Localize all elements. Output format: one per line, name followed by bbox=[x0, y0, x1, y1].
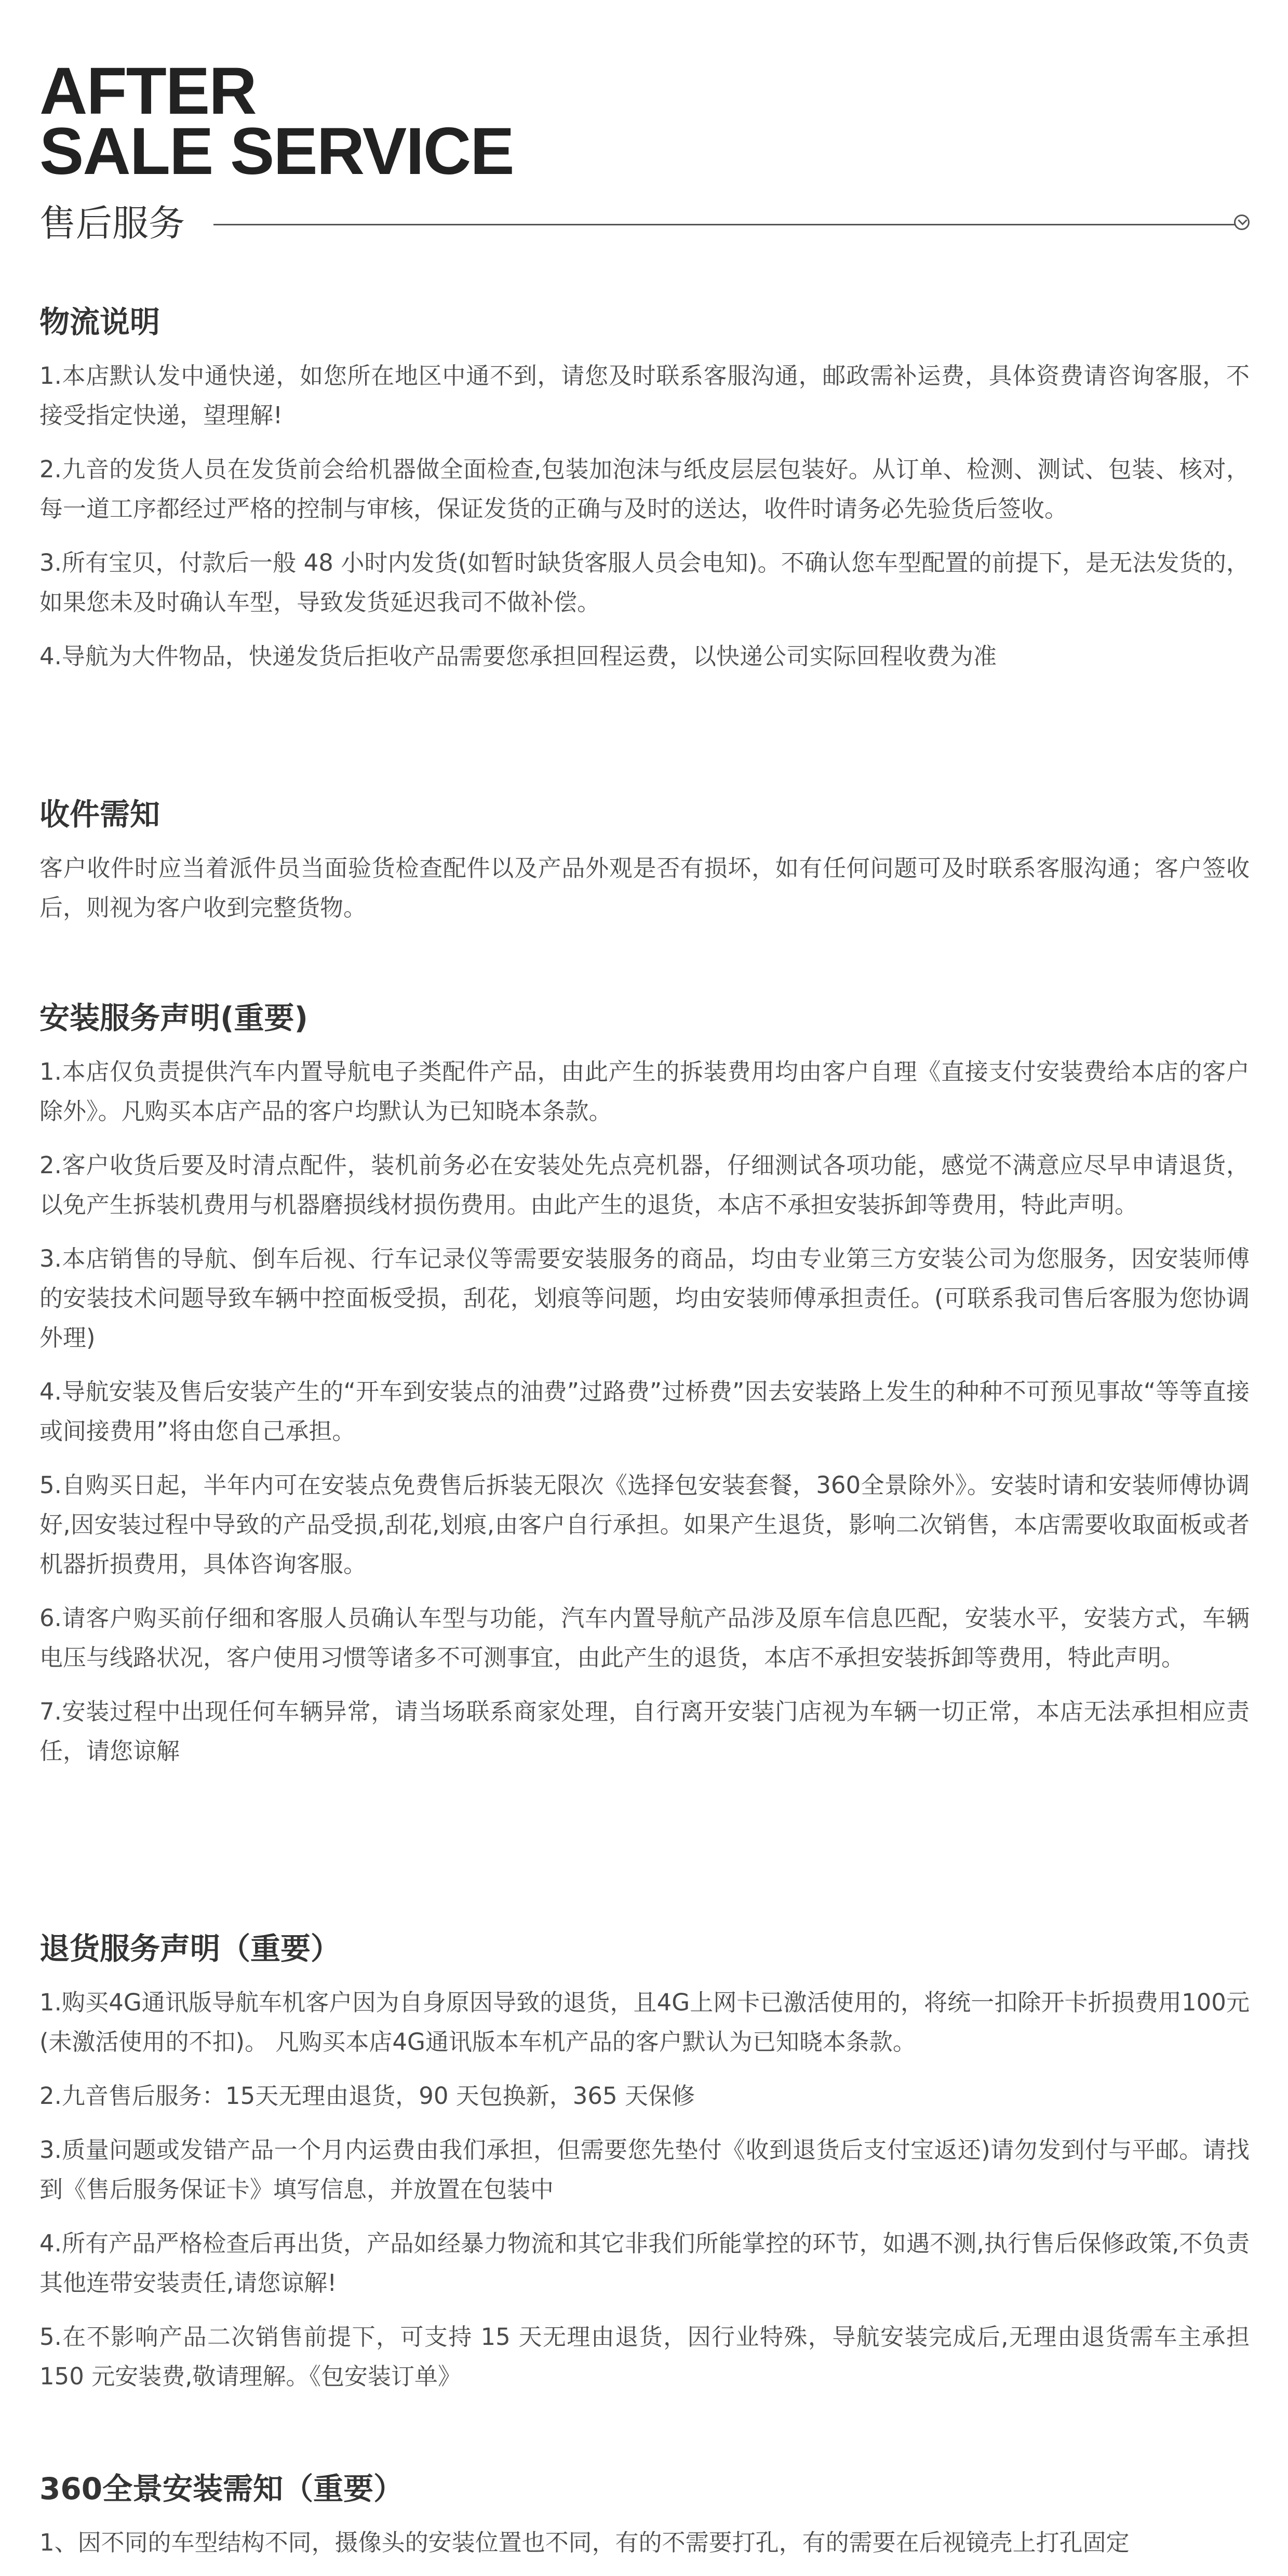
paragraph: 4.导航安装及售后安装产生的“开车到安装点的油费”过路费”过桥费”因去安装路上发生的种种不可预见事故“等等直接或间接费用”将由您自己承担。 bbox=[39, 1378, 1250, 1445]
paragraph: 5.自购买日起，半年内可在安装点免费售后拆装无限次《选择包安装套餐，360全景除外》。安装时请和安装师傅协调好,因安装过程中导致的产品受损,刮花,划痕,由客户自行承担。如果产生退货，影响二次销售，本店需要收取面板或者机器折损费用，具体咨询客服。 bbox=[39, 1471, 1250, 1578]
section-return bbox=[39, 1928, 1250, 2396]
paragraph: 1.购买4G通讯版导航车机客户因为自身原因导致的退货，且4G上网卡已激活使用的，将统一扣除开卡折损费用100元(未激活使用的不扣)。 凡购买本店4G通讯版本车机产品的客户默认为已知晓本条款。 bbox=[39, 1989, 1250, 2056]
section-title: 物流说明 bbox=[39, 304, 160, 340]
subtitle-row bbox=[39, 195, 1250, 252]
paragraph: 7.安装过程中出现任何车辆异常，请当场联系商家处理，自行离开安装门店视为车辆一切正常，本店无法承担相应责任，请您谅解 bbox=[39, 1698, 1250, 1765]
section-title: 360全景安装需知（重要） bbox=[39, 2471, 404, 2506]
section-receipt bbox=[39, 794, 1250, 928]
paragraph: 5.在不影响产品二次销售前提下，可支持 15 天无理由退货，因行业特殊，导航安装完成后,无理由退货需车主承担 150 元安装费,敬请理解。《包安装订单》 bbox=[39, 2323, 1250, 2390]
section-logistics bbox=[39, 301, 1250, 676]
paragraph: 6.请客户购买前仔细和客服人员确认车型与功能，汽车内置导航产品涉及原车信息匹配，安装水平，安装方式，车辆电压与线路状况，客户使用习惯等诸多不可测事宜，由此产生的退货，本店不承担安装拆卸等费用，特此声明。 bbox=[39, 1604, 1250, 1671]
paragraph: 客户收件时应当着派件员当面验货检查配件以及产品外观是否有损坏，如有任何问题可及时联系客服沟通；客户签收后，则视为客户收到完整货物。 bbox=[39, 854, 1250, 921]
hero-title-line1: AFTER bbox=[39, 54, 256, 128]
paragraph: 1.本店仅负责提供汽车内置导航电子类配件产品，由此产生的拆装费用均由客户自理《直接支付安装费给本店的客户除外》。凡购买本店产品的客户均默认为已知晓本条款。 bbox=[39, 1058, 1250, 1125]
page-subtitle: 售后服务 bbox=[39, 202, 185, 245]
chevron-circle-icon bbox=[1234, 214, 1250, 230]
section-title: 退货服务声明（重要） bbox=[39, 1931, 341, 1966]
section-title: 安装服务声明(重要) bbox=[39, 1000, 308, 1036]
paragraph: 3.所有宝贝，付款后一般 48 小时内发货(如暂时缺货客服人员会电知)。不确认您车型配置的前提下，是无法发货的，如果您未及时确认车型，导致发货延迟我司不做补偿。 bbox=[39, 549, 1250, 616]
paragraph: 3.本店销售的导航、倒车后视、行车记录仪等需要安装服务的商品，均由专业第三方安装公司为您服务，因安装师傅的安装技术问题导致车辆中控面板受损，刮花，划痕等问题，均由安装师傅承担责任。(可联系我司售后客服为您协调外理) bbox=[39, 1245, 1250, 1351]
paragraph: 2.九音的发货人员在发货前会给机器做全面检查,包装加泡沫与纸皮层层包装好。从订单、检测、测试、包装、核对，每一道工序都经过严格的控制与审核，保证发货的正确与及时的送达，收件时请务必先验货后签收。 bbox=[39, 455, 1250, 522]
divider-line bbox=[213, 224, 1235, 225]
paragraph: 3.质量问题或发错产品一个月内运费由我们承担，但需要您先垫付《收到退货后支付宝返还)请勿发到付与平邮。请找到《售后服务保证卡》填写信息，并放置在包装中 bbox=[39, 2136, 1250, 2203]
section-360-install bbox=[39, 2468, 1250, 2562]
section-title: 收件需知 bbox=[39, 797, 160, 832]
paragraph: 4.导航为大件物品，快递发货后拒收产品需要您承担回程运费，以快递公司实际回程收费为准 bbox=[39, 642, 997, 670]
hero-title-line2: SALE SERVICE bbox=[39, 114, 514, 189]
hero-title bbox=[39, 54, 514, 189]
paragraph: 4.所有产品严格检查后再出货，产品如经暴力物流和其它非我们所能掌控的环节，如遇不测,执行售后保修政策,不负责其他连带安装责任,请您谅解! bbox=[39, 2230, 1250, 2297]
section-install bbox=[39, 997, 1250, 1771]
paragraph: 2.九音售后服务：15天无理由退货，90 天包换新，365 天保修 bbox=[39, 2082, 695, 2110]
paragraph: 2.客户收货后要及时清点配件，装机前务必在安装处先点亮机器，仔细测试各项功能，感觉不满意应尽早申请退货，以免产生拆装机费用与机器磨损线材损伤费用。由此产生的退货，本店不承担安装拆卸等费用，特此声明。 bbox=[39, 1151, 1250, 1218]
paragraph: 1.本店默认发中通快递，如您所在地区中通不到，请您及时联系客服沟通，邮政需补运费，具体资费请咨询客服，不接受指定快递，望理解! bbox=[39, 362, 1250, 429]
paragraph: 1、因不同的车型结构不同，摄像头的安装位置也不同，有的不需要打孔，有的需要在后视镜壳上打孔固定 bbox=[39, 2529, 1130, 2556]
